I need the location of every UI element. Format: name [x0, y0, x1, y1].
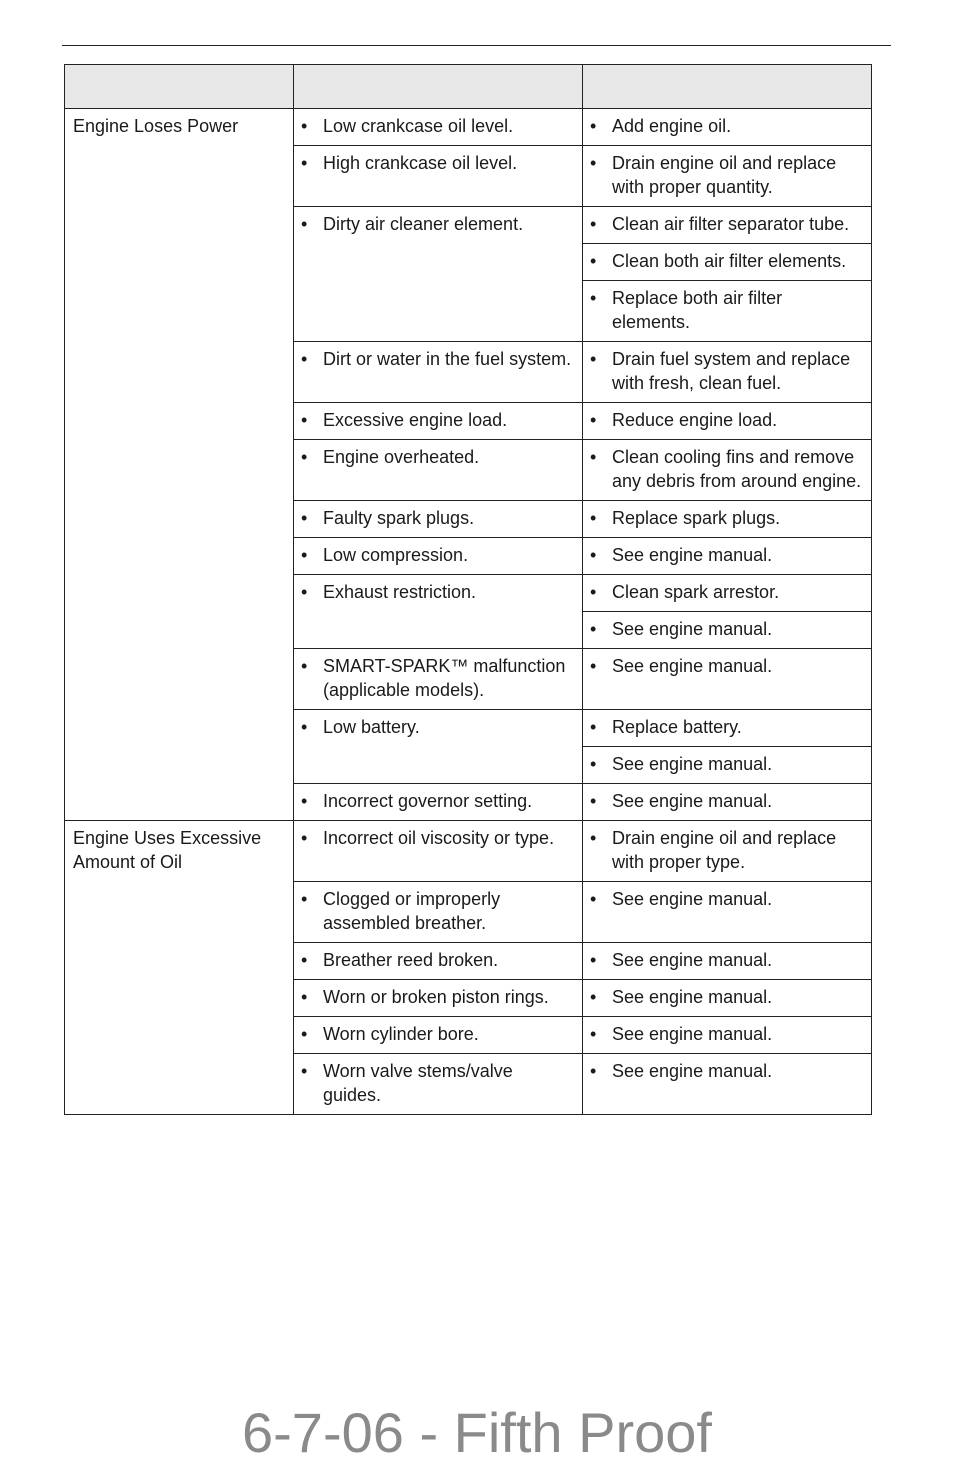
- remedy-text: • See engine manual.: [590, 985, 864, 1009]
- cause-cell: [294, 649, 583, 710]
- remedy-text: • See engine manual.: [590, 887, 864, 911]
- remedy-text: • Clean both air filter elements.: [590, 249, 864, 273]
- cause-text: • Low crankcase oil level.: [301, 114, 575, 138]
- top-rule: [62, 45, 891, 46]
- remedy-cell: [583, 281, 872, 342]
- cause-cell: [294, 403, 583, 440]
- remedy-cell: [583, 207, 872, 244]
- remedy-text: • Replace spark plugs.: [590, 506, 864, 530]
- remedy-cell: [583, 943, 872, 980]
- remedy-cell: [583, 710, 872, 747]
- cause-text: • Dirt or water in the fuel system.: [301, 347, 575, 371]
- remedy-text: • Drain engine oil and replace with proper quantity.: [590, 151, 864, 199]
- cause-cell: [294, 440, 583, 501]
- cause-cell: [294, 207, 583, 342]
- problem-cell: Engine Uses Excessive Amount of Oil: [65, 821, 294, 1115]
- remedy-cell: [583, 1054, 872, 1115]
- remedy-text: • See engine manual.: [590, 1059, 864, 1083]
- table-row: [65, 821, 872, 882]
- cause-cell: [294, 1054, 583, 1115]
- cause-text: • Breather reed broken.: [301, 948, 575, 972]
- remedy-cell: [583, 146, 872, 207]
- cause-cell: [294, 342, 583, 403]
- cause-text: • Exhaust restriction.: [301, 580, 575, 604]
- remedy-cell: [583, 649, 872, 710]
- cause-text: • Worn or broken piston rings.: [301, 985, 575, 1009]
- cause-text: • Low battery.: [301, 715, 575, 739]
- remedy-cell: [583, 575, 872, 612]
- proof-watermark: 6-7-06 - Fifth Proof: [242, 1401, 712, 1464]
- remedy-text: • See engine manual.: [590, 617, 864, 641]
- remedy-text: • Add engine oil.: [590, 114, 864, 138]
- cause-cell: [294, 501, 583, 538]
- remedy-cell: [583, 109, 872, 146]
- remedy-text: • Reduce engine load.: [590, 408, 864, 432]
- cause-text: • Engine overheated.: [301, 445, 575, 469]
- remedy-cell: [583, 501, 872, 538]
- cause-column-header: [294, 65, 583, 109]
- remedy-text: • Replace both air filter elements.: [590, 286, 864, 334]
- cause-text: • Low compression.: [301, 543, 575, 567]
- cause-text: • High crankcase oil level.: [301, 151, 575, 175]
- cause-text: • Faulty spark plugs.: [301, 506, 575, 530]
- cause-text: • Clogged or improperly assembled breather.: [301, 887, 575, 935]
- cause-cell: [294, 146, 583, 207]
- remedy-cell: [583, 244, 872, 281]
- cause-cell: [294, 943, 583, 980]
- remedy-text: • See engine manual.: [590, 654, 864, 678]
- cause-cell: [294, 538, 583, 575]
- table-row: [65, 109, 872, 146]
- cause-text: • Incorrect governor setting.: [301, 789, 575, 813]
- cause-text: • Incorrect oil viscosity or type.: [301, 826, 575, 850]
- remedy-text: • See engine manual.: [590, 789, 864, 813]
- remedy-text: • Replace battery.: [590, 715, 864, 739]
- remedy-text: • See engine manual.: [590, 752, 864, 776]
- remedy-cell: [583, 403, 872, 440]
- remedy-cell: [583, 538, 872, 575]
- remedy-cell: [583, 612, 872, 649]
- cause-cell: [294, 1017, 583, 1054]
- cause-text: • Excessive engine load.: [301, 408, 575, 432]
- cause-text: • Worn cylinder bore.: [301, 1022, 575, 1046]
- remedy-cell: [583, 747, 872, 784]
- remedy-cell: [583, 882, 872, 943]
- table-header-row: [65, 65, 872, 109]
- remedy-text: • Clean cooling fins and remove any debris from around engine.: [590, 445, 864, 493]
- remedy-text: • Drain fuel system and replace with fresh, clean fuel.: [590, 347, 864, 395]
- cause-cell: [294, 710, 583, 784]
- remedy-text: • Drain engine oil and replace with proper type.: [590, 826, 864, 874]
- problem-cell: Engine Loses Power: [65, 109, 294, 821]
- remedy-text: • See engine manual.: [590, 1022, 864, 1046]
- cause-text: • Dirty air cleaner element.: [301, 212, 575, 236]
- remedy-cell: [583, 1017, 872, 1054]
- cause-text: • SMART-SPARK™ malfunction (applicable models).: [301, 654, 575, 702]
- remedy-cell: [583, 342, 872, 403]
- remedy-text: • Clean air filter separator tube.: [590, 212, 864, 236]
- cause-cell: [294, 784, 583, 821]
- troubleshooting-table: [64, 64, 872, 1115]
- remedy-text: • Clean spark arrestor.: [590, 580, 864, 604]
- cause-cell: [294, 575, 583, 649]
- remedy-cell: [583, 784, 872, 821]
- cause-text: • Worn valve stems/valve guides.: [301, 1059, 575, 1107]
- cause-cell: [294, 109, 583, 146]
- remedy-cell: [583, 821, 872, 882]
- remedy-cell: [583, 980, 872, 1017]
- remedy-text: • See engine manual.: [590, 543, 864, 567]
- remedy-column-header: [583, 65, 872, 109]
- remedy-cell: [583, 440, 872, 501]
- remedy-text: • See engine manual.: [590, 948, 864, 972]
- table-body: [65, 109, 872, 1115]
- cause-cell: [294, 980, 583, 1017]
- problem-column-header: [65, 65, 294, 109]
- cause-cell: [294, 821, 583, 882]
- cause-cell: [294, 882, 583, 943]
